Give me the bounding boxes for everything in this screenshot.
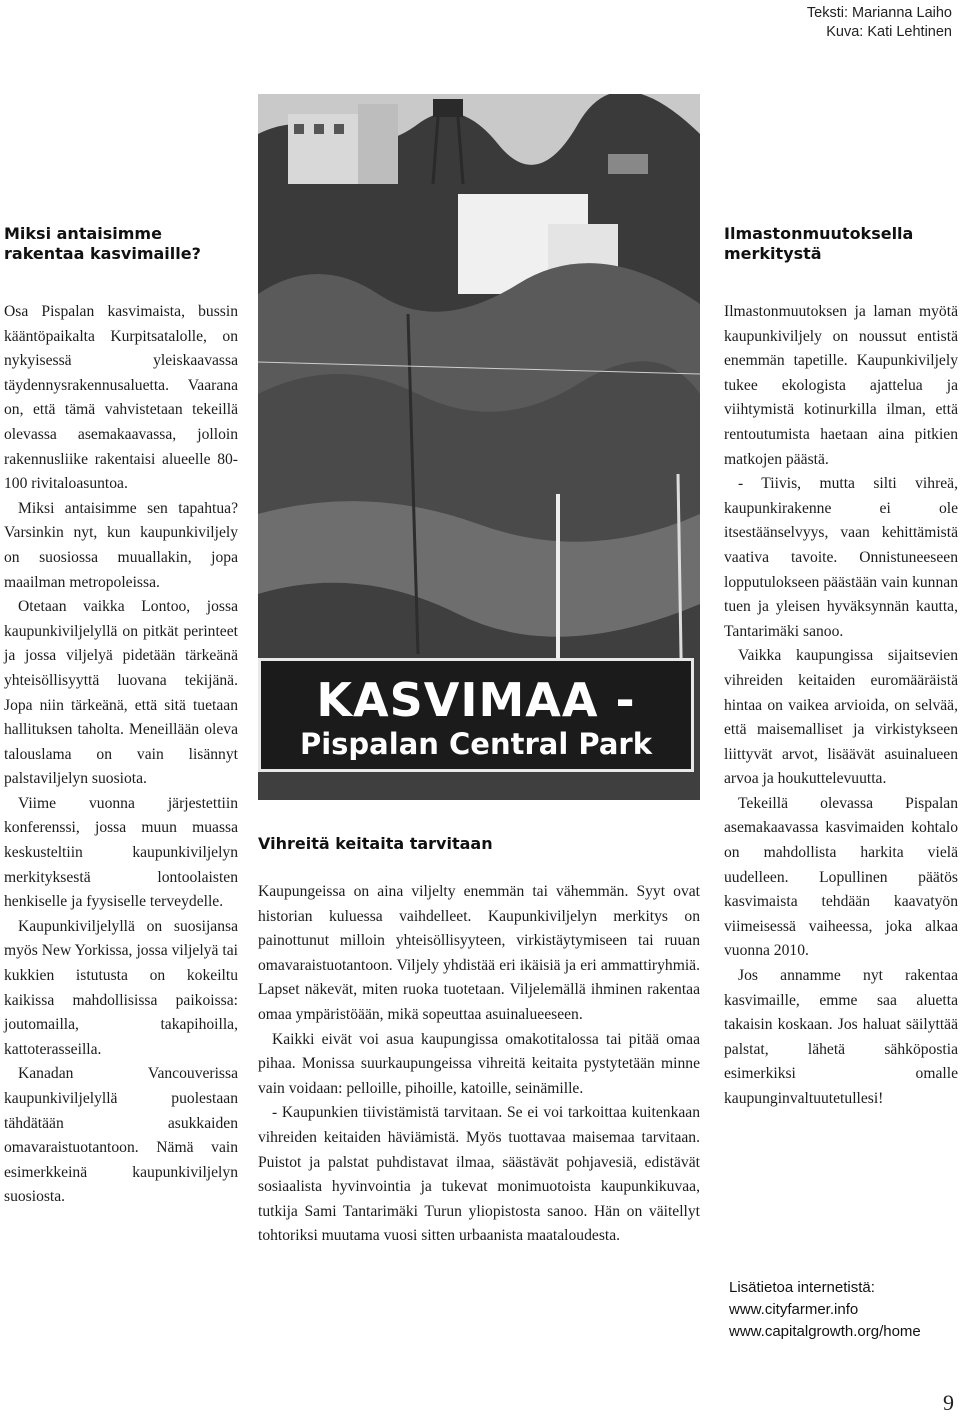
- page-number: 9: [943, 1390, 954, 1415]
- title-box: [258, 658, 694, 772]
- left-paragraph: Kaupunkiviljelyllä on suosijansa myös New Yorkissa, jossa viljelyä tai kukkien istutusta on kokeiltu kaikissa mahdollisissa paikoissa: joutomailla, takapihoilla, kattoterasseilla.: [4, 917, 238, 1058]
- link-capitalgrowth[interactable]: www.capitalgrowth.org/home: [729, 1323, 921, 1340]
- left-column-heading: Miksi antaisimme rakentaa kasvimaille?: [4, 224, 201, 263]
- left-paragraph: Osa Pispalan kasvimaista, bussin kääntöpaikalta Kurpitsatalolle, on nykyisessä yleiskaavassa täydennysrakennusaluetta. Vaarana on, että tämä vahvistetaan tekeillä olevassa asemakaavassa, jolloin rakennusliike rakentaisi alueelle 80-100 rivitaloasuntoa.: [4, 303, 238, 493]
- right-column-text: [724, 300, 958, 1112]
- center-column-text: [258, 880, 700, 1249]
- right-paragraph: Ilmastonmuutoksen ja laman myötä kaupunkiviljely on noussut entistä enemmän tapetille. Kaupunkiviljely tukee ekologista ajattelua ja viihtymistä kotinurkilla ilman, että rentoutumista haetaan aina pitkien matkojen päästä.: [724, 303, 958, 468]
- link-cityfarmer[interactable]: www.cityfarmer.info: [729, 1301, 859, 1318]
- center-paragraph: - Kaupunkien tiivistämistä tarvitaan. Se ei voi tarkoittaa kuitenkaan vihreiden keitaiden häviämistä. Myös tuottavaa maisemaa tarvitaan. Puistot ja palstat puhdistavat ilmaa, säästävät pohjavesiä, edistävät sosiaalista hyvinvointia ja tukevat monimuotoista kaupunkikuvaa, tutkija Sami Tantarimäki Turun yliopistosta sanoo. Hän on väitellyt tohtoriksi muutama vuosi sitten urbaanista maataloudesta.: [258, 1104, 700, 1245]
- title-main: KASVIMAA -: [316, 673, 636, 727]
- right-paragraph: - Tiivis, mutta silti vihreä, kaupunkirakenne ei ole itsestäänselvyys, vaan kehittämistä vaativa tavoite. Onnistuneeseen lopputulokseen päästään vain kunnan tuen ja yleisen hyväksynnän kautta, Tantarimäki sanoo.: [724, 475, 958, 640]
- title-sub: Pispalan Central Park: [299, 727, 653, 761]
- more-info-label: Lisätietoa internetistä:: [729, 1279, 875, 1296]
- more-info: [729, 1277, 921, 1343]
- left-paragraph: Kanadan Vancouverissa kaupunkiviljelyllä puolestaan tähdätään asukkaiden omavaraistuotantoon. Nämä vain esimerkkeinä kaupunkiviljelyn suosiosta.: [4, 1065, 238, 1206]
- center-paragraph: Kaupungeissa on aina viljelty enemmän tai vähemmän. Syyt ovat historian kuluessa vaihdelleet. Kaupunkiviljelyn merkitys on painottunut milloin yhteisöllisyyteen, virkistäytymiseen tai ruuan omavaraistuotantoon. Viljely yhdistää eri ikäisiä ja eri ammattiryhmiä. Lapset näkevät, miten ruoka tuotetaan. Viljelemällä ihminen rakentaa omaa ympäristöään, mikä sopeuttaa asuinalueeseen.: [258, 883, 700, 1023]
- center-subheading: Vihreitä keitaita tarvitaan: [258, 834, 493, 853]
- right-column-heading: Ilmastonmuutoksella merkitystä: [724, 224, 914, 263]
- credit-text: Teksti: Marianna Laiho: [806, 5, 952, 21]
- right-paragraph: Jos annamme nyt rakentaa kasvimaille, emme saa aluetta takaisin koskaan. Jos haluat säilyttää palstat, lähetä sähköpostia esimerkiksi omalle kaupunginvaltuutetullesi!: [724, 967, 958, 1107]
- right-paragraph: Vaikka kaupungissa sijaitsevien vihreiden keitaiden euromääräistä hintaa on vaikea arvioida, on selvää, että maisemalliset ja virkistykseen liittyvät arvot, lisäävät asuinalueen arvoa ja houkuttelevuutta.: [724, 647, 958, 788]
- credit-photo: Kuva: Kati Lehtinen: [826, 24, 952, 40]
- center-paragraph: Kaikki eivät voi asua kaupungissa omakotitalossa tai pitää omaa pihaa. Monissa suurkaupungeissa vihreitä keitaita pystytetään minne vain voidaan: pelloille, pihoille, katoille, seinämille.: [258, 1030, 700, 1097]
- left-paragraph: Viime vuonna järjestettiin konferenssi, jossa muun muassa keskusteltiin kaupunkiviljelyn merkityksestä lontoolaisten henkiselle ja fyysiselle terveydelle.: [4, 794, 238, 911]
- left-paragraph: Miksi antaisimme sen tapahtua? Varsinkin nyt, kun kaupunkiviljely on suosiossa muuallakin, jopa maailman metropoleissa.: [4, 499, 238, 591]
- right-paragraph: Tekeillä olevassa Pispalan asemakaavassa kasvimaiden kohtalo on mahdollista harkita vielä uudelleen. Lopullinen päätös kasvimaista tehdään kaavatyön viimeisessä vaiheessa, joka alkaa vuonna 2010.: [724, 794, 958, 960]
- credits: [807, 4, 952, 42]
- left-column-text: [4, 300, 238, 1210]
- left-paragraph: Otetaan vaikka Lontoo, jossa kaupunkiviljelyllä on pitkät perinteet ja jossa viljelyä pidetään tärkeänä yhteisöllisyyttä luovana tekijänä. Jopa niin tärkeänä, että sitä tuetaan hallituksen taholta. Meneillään oleva talouslama on vain lisännyt palstaviljelyn suosiota.: [4, 598, 238, 788]
